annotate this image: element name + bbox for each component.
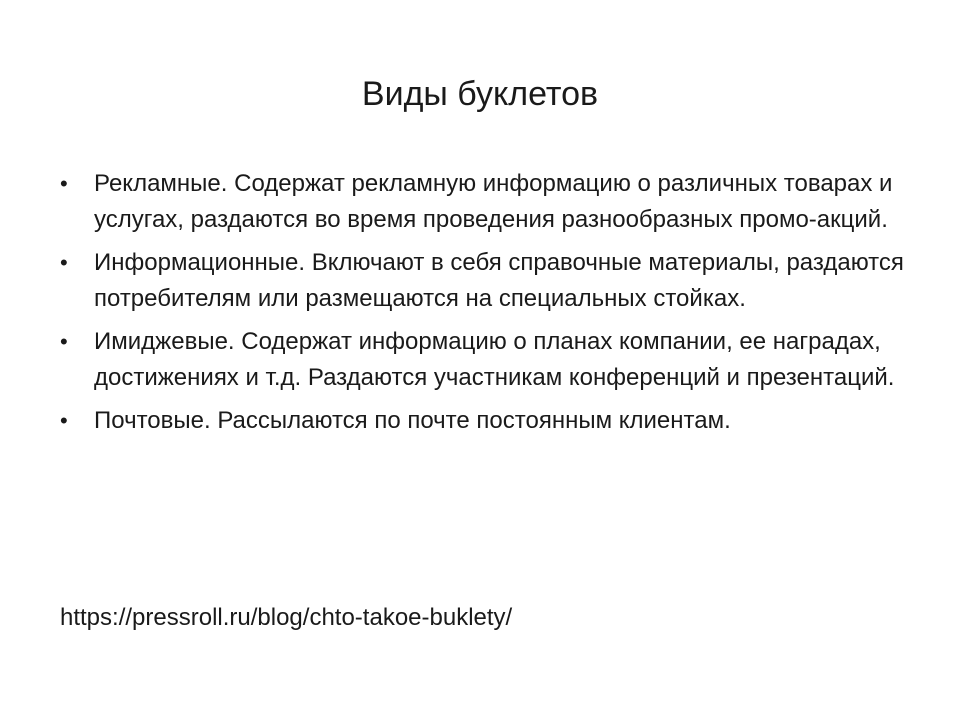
bullet-text: Имиджевые. Содержат информацию о планах компании, ее наградах, достижениях и т.д. Раздаются участникам конференций и презентаций. bbox=[94, 328, 895, 391]
bullet-icon: • bbox=[60, 408, 68, 433]
bullet-icon: • bbox=[60, 250, 68, 275]
bullet-text: Почтовые. Рассылаются по почте постоянным клиентам. bbox=[94, 407, 731, 434]
slide-title: Виды буклетов bbox=[361, 75, 599, 113]
bullet-text: Рекламные. Содержат рекламную информацию о различных товарах и услугах, раздаются во время проведения разнообразных промо-акций. bbox=[94, 170, 893, 233]
bullet-item bbox=[60, 403, 910, 439]
bullet-icon: • bbox=[60, 329, 68, 354]
bullet-text: Информационные. Включают в себя справочные материалы, раздаются потребителям или размещаются на специальных стойках. bbox=[94, 249, 904, 312]
bullet-icon: • bbox=[60, 171, 68, 196]
bullet-item bbox=[60, 166, 910, 238]
bullet-item bbox=[60, 324, 910, 396]
bullet-item bbox=[60, 245, 910, 317]
bullet-list bbox=[60, 166, 910, 446]
source-link[interactable]: https://pressroll.ru/blog/chto-takoe-buklety/ bbox=[60, 604, 513, 631]
